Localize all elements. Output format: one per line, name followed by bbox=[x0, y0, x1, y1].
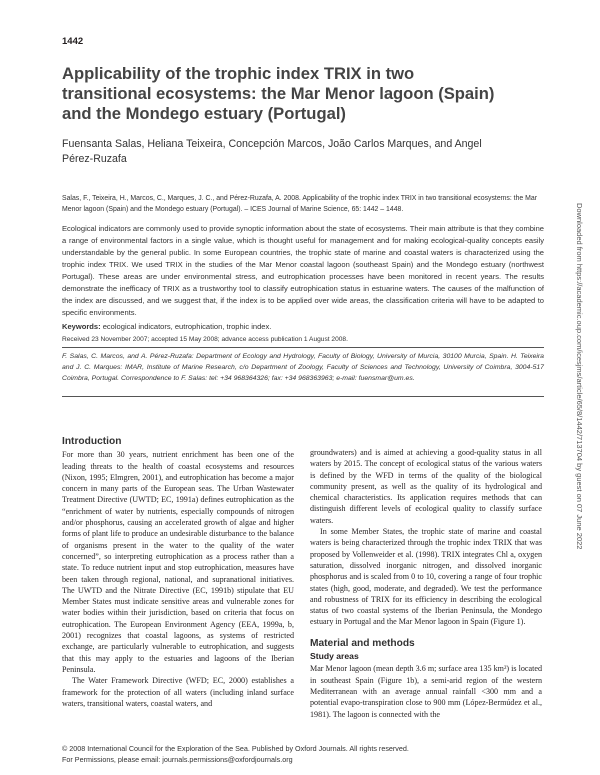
intro-paragraph-1: For more than 30 years, nutrient enrichment has been one of the leading threats to the health of coastal ecosystems and resources (Nixon, 1995; Elmgren, 2001), and eutrophication has become a major concern in many parts of the European seas. The Urban Wastewater Treatment Directive (UWTD; EC, 1991a) defines eutrophication as the “enrichment of water by nutrients, especially compounds of nitrogen and/or phosphorus, causing an accelerated growth of algae and higher forms of plant life to produce an undesirable disturbance to the balance of organisms present in the water to the quality of the water concerned”, so interpreting eutrophication as a process rather than a state. To reduce nutrient input and stop eutrophication, measures have been taken through regional, national, and supranational initiatives. The UWTD and the Nitrate Directive (EC, 1991b) stipulate that EU Member States must indicate sensitive areas and vulnerable zones for water bodies within their jurisdiction, based on criteria that focus on eutrophication. The European Environment Agency (EEA, 1999a, b, 2001) recognizes that coastal lagoons, as systems of restricted exchange, are particularly vulnerable to eutrophication, and suggests that this may apply to the estuaries and lagoons of the Iberian Peninsula. bbox=[62, 450, 294, 674]
keywords bbox=[62, 322, 544, 331]
rule-bottom bbox=[62, 396, 544, 397]
citation: Salas, F., Teixeira, H., Marcos, C., Marques, J. C., and Pérez-Ruzafa, A. 2008. Applicability of the trophic index TRIX in two transitional ecosystems: the Mar Menor lagoon (Spain) and the Mondego estuary (Portugal). – ICES Journal of Marine Science, 65: 1442 – 1448. bbox=[62, 195, 538, 213]
article-title: Applicability of the trophic index TRIX in two transitional ecosystems: the Mar Menor lagoon (Spain) and the Mondego estuary (Portugal) bbox=[62, 64, 495, 123]
keywords-label: Keywords: bbox=[62, 322, 101, 331]
download-watermark-text: Downloaded from https://academic.oup.com/icesjms/article/65/8/1442/713704 by guest on 07 June 2022 bbox=[575, 203, 584, 550]
copyright-notice: © 2008 International Council for the Exploration of the Sea. Published by Oxford Journals. All rights reserved. bbox=[62, 744, 409, 753]
received-dates: Received 23 November 2007; accepted 15 May 2008; advance access publication 1 August 2008. bbox=[62, 336, 348, 343]
rule-top bbox=[62, 347, 544, 348]
right-paragraph-2: In some Member States, the trophic state of marine and coastal waters is being characterized through the trophic index TRIX that was proposed by Vollenweider et al. (1998). TRIX integrates Chl a, oxygen saturation, dissolved inorganic nitrogen, and dissolved inorganic phosphorus and is scaled from 0 to 10, covering a range of four trophic states (high, good, moderate, and degraded). We test the performance and robustness of TRIX for its efficiency in describing the ecological status of two coastal systems of the Iberian Peninsula, the Mondego estuary in Portugal and the Mar Menor lagoon in Spain (Figure 1). bbox=[310, 527, 542, 627]
affiliations: F. Salas, C. Marcos, and A. Pérez-Ruzafa: Department of Ecology and Hydrology, Faculty of Biology, University of Murcia, 30100 Murcia, Spain. H. Teixeira and J. C. Marques: IMAR, Institute of Marine Research, c/o Department of Zoology, Faculty of Sciences and Technology, University of Coimbra, 3004-517 Coimbra, Portugal. Correspondence to F. Salas: tel: +34 968364326; fax: +34 968363963; e-mail: fuensmar@um.es. bbox=[62, 353, 544, 383]
right-paragraph-1: groundwaters) and is aimed at achieving a good-quality status in all waters by 2015. The concept of ecological status of the various waters is defined by the WFD in terms of the quality of the biological community present, as well as the quality of its hydrological and chemical characteristics. Its application requires methods that can distinguish different levels of ecological quality to classify surface waters. bbox=[310, 448, 542, 525]
intro-paragraph-2: The Water Framework Directive (WFD; EC, 2000) establishes a framework for the protection of all waters (including inland surface waters, transitional waters, coastal waters, and bbox=[62, 676, 294, 708]
abstract: Ecological indicators are commonly used to provide synoptic information about the state of ecosystems. Their main attribute is that they combine a range of environmental factors in a single value, which is thought useful for management and for making ecological-quality concepts easily understandable by the general public. In some European countries, the trophic state of marine and coastal waters is characterized using the trophic index TRIX. We used TRIX in the studies of the Mar Menor coastal lagoon (southeast Spain) and the Mondego estuary (northwest Portugal). These areas are under environmental stress, and eutrophication processes have been monitored in recent years. The results demonstrate the inefficacy of TRIX as a trustworthy tool to classify eutrophication status in estuarine waters. The causes of the malfunction of the index are discussed, and we suggest that, if the index is to be applied over wide areas, the classification criteria will have to be adapted to specific environments. bbox=[62, 224, 544, 317]
keywords-text: ecological indicators, eutrophication, trophic index. bbox=[102, 322, 272, 331]
footer bbox=[62, 744, 544, 766]
download-watermark bbox=[574, 203, 586, 751]
author-list: Fuensanta Salas, Heliana Teixeira, Concepción Marcos, João Carlos Marques, and Angel Pérez-Ruzafa bbox=[62, 138, 482, 165]
methods-heading: Material and methods bbox=[310, 637, 415, 649]
page-number: 1442 bbox=[62, 36, 84, 47]
right-column bbox=[310, 447, 542, 720]
permissions-notice: For Permissions, please email: journals.permissions@oxfordjournals.org bbox=[62, 754, 293, 764]
study-paragraph-1: Mar Menor lagoon (mean depth 3.6 m; surface area 135 km²) is located in southeast Spain (Figure 1b), a semi-arid region of the western Mediterranean with an average annual rainfall <300 mm and a potential evapo-transpiration close to 900 mm (López-Bermúdez et al., 1981). The lagoon is connected with the bbox=[310, 664, 542, 719]
study-areas-heading: Study areas bbox=[310, 651, 359, 662]
left-column bbox=[62, 436, 294, 709]
introduction-heading: Introduction bbox=[62, 436, 122, 447]
